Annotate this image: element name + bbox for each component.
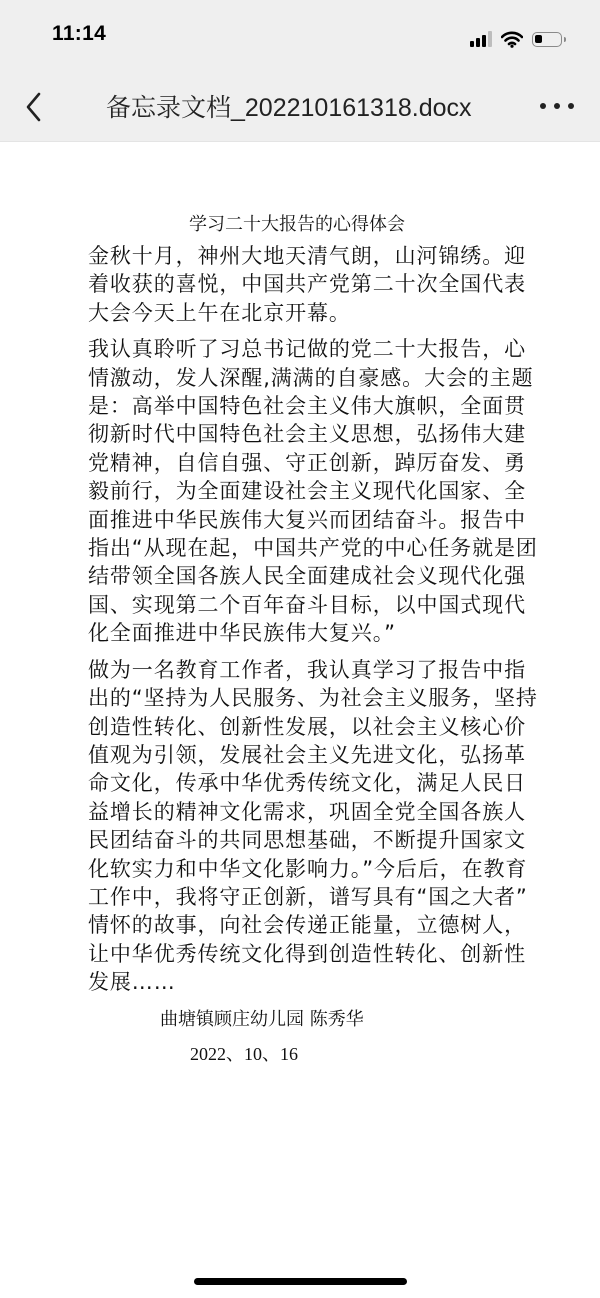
document-file-title: 备忘录文档_202210161318.docx: [106, 94, 472, 122]
text-line: 化全面推进中华民族伟大复兴。”: [88, 621, 396, 646]
text-line: 工作中，我将守正创新，谱写具有“国之大者”: [88, 884, 528, 909]
battery-icon: [532, 32, 562, 47]
text-line: 是：高举中国特色社会主义伟大旗帜，全面贯: [88, 394, 526, 419]
text-line: 党精神，自信自强、守正创新，踔厉奋发、勇: [88, 450, 526, 475]
text-line: 发展……: [88, 970, 176, 995]
paragraph-2: [88, 335, 538, 647]
text-line: 民团结奋斗的共同思想基础，不断提升国家文: [88, 828, 526, 853]
cellular-signal-icon: [470, 31, 492, 47]
text-line: 情怀的故事，向社会传递正能量，立德树人，: [88, 913, 526, 938]
text-line: 着收获的喜悦，中国共产党第二十次全国代表: [88, 272, 526, 297]
text-line: 指出“从现在起，中国共产党的中心任务就是团: [88, 536, 538, 561]
text-line: 金秋十月，神州大地天清气朗，山河锦绣。迎: [88, 244, 526, 268]
text-line: 出的“坚持为人民服务、为社会主义服务，坚持: [88, 686, 538, 711]
text-line: 命文化，传承中华优秀传统文化，满足人民日: [88, 771, 526, 796]
text-line: 让中华优秀传统文化得到创造性转化、创新性: [88, 941, 526, 966]
author-signature: 曲塘镇顾庄幼儿园 陈秀华: [160, 1008, 364, 1030]
back-button[interactable]: [20, 90, 50, 124]
text-line: 彻新时代中国特色社会主义思想，弘扬伟大建: [88, 422, 526, 447]
text-line: 做为一名教育工作者，我认真学习了报告中指: [88, 657, 526, 682]
text-line: 国、实现第二个百年奋斗目标，以中国式现代: [88, 592, 526, 617]
document-date: 2022、10、16: [190, 1043, 298, 1064]
text-line: 创造性转化、创新性发展，以社会主义核心价: [88, 714, 526, 739]
text-line: 益增长的精神文化需求，巩固全党全国各族人: [88, 799, 526, 824]
chevron-left-icon: [20, 90, 50, 124]
status-time: 11:14: [52, 22, 107, 45]
text-line: 值观为引领，发展社会主义先进文化，弘扬革: [88, 742, 526, 767]
ellipsis-icon: [540, 103, 546, 109]
document-heading: 学习二十大报告的心得体会: [189, 214, 405, 235]
text-line: 结带领全国各族人民全面建成社会义现代化强: [88, 564, 526, 589]
paragraph-3: [88, 656, 538, 997]
top-bar: [0, 0, 600, 142]
text-line: 面推进中华民族伟大复兴而团结奋斗。报告中: [88, 507, 526, 532]
text-line: 我认真聆听了习总书记做的党二十大报告，心: [88, 337, 526, 362]
text-line: 大会今天上午在北京开幕。: [88, 300, 351, 325]
text-line: 化软实力和中华文化影响力。”今后后，在教育: [88, 856, 528, 881]
text-line: 毅前行，为全面建设社会主义现代化国家、全: [88, 479, 526, 504]
paragraph-1: [88, 242, 526, 327]
wifi-icon: [501, 31, 523, 48]
more-options-button[interactable]: [540, 96, 574, 116]
status-icons: [470, 28, 562, 50]
document-body: [88, 208, 538, 1069]
text-line: 情激动，发人深醒,满满的自豪感。大会的主题: [88, 365, 534, 390]
home-indicator[interactable]: [194, 1278, 407, 1285]
